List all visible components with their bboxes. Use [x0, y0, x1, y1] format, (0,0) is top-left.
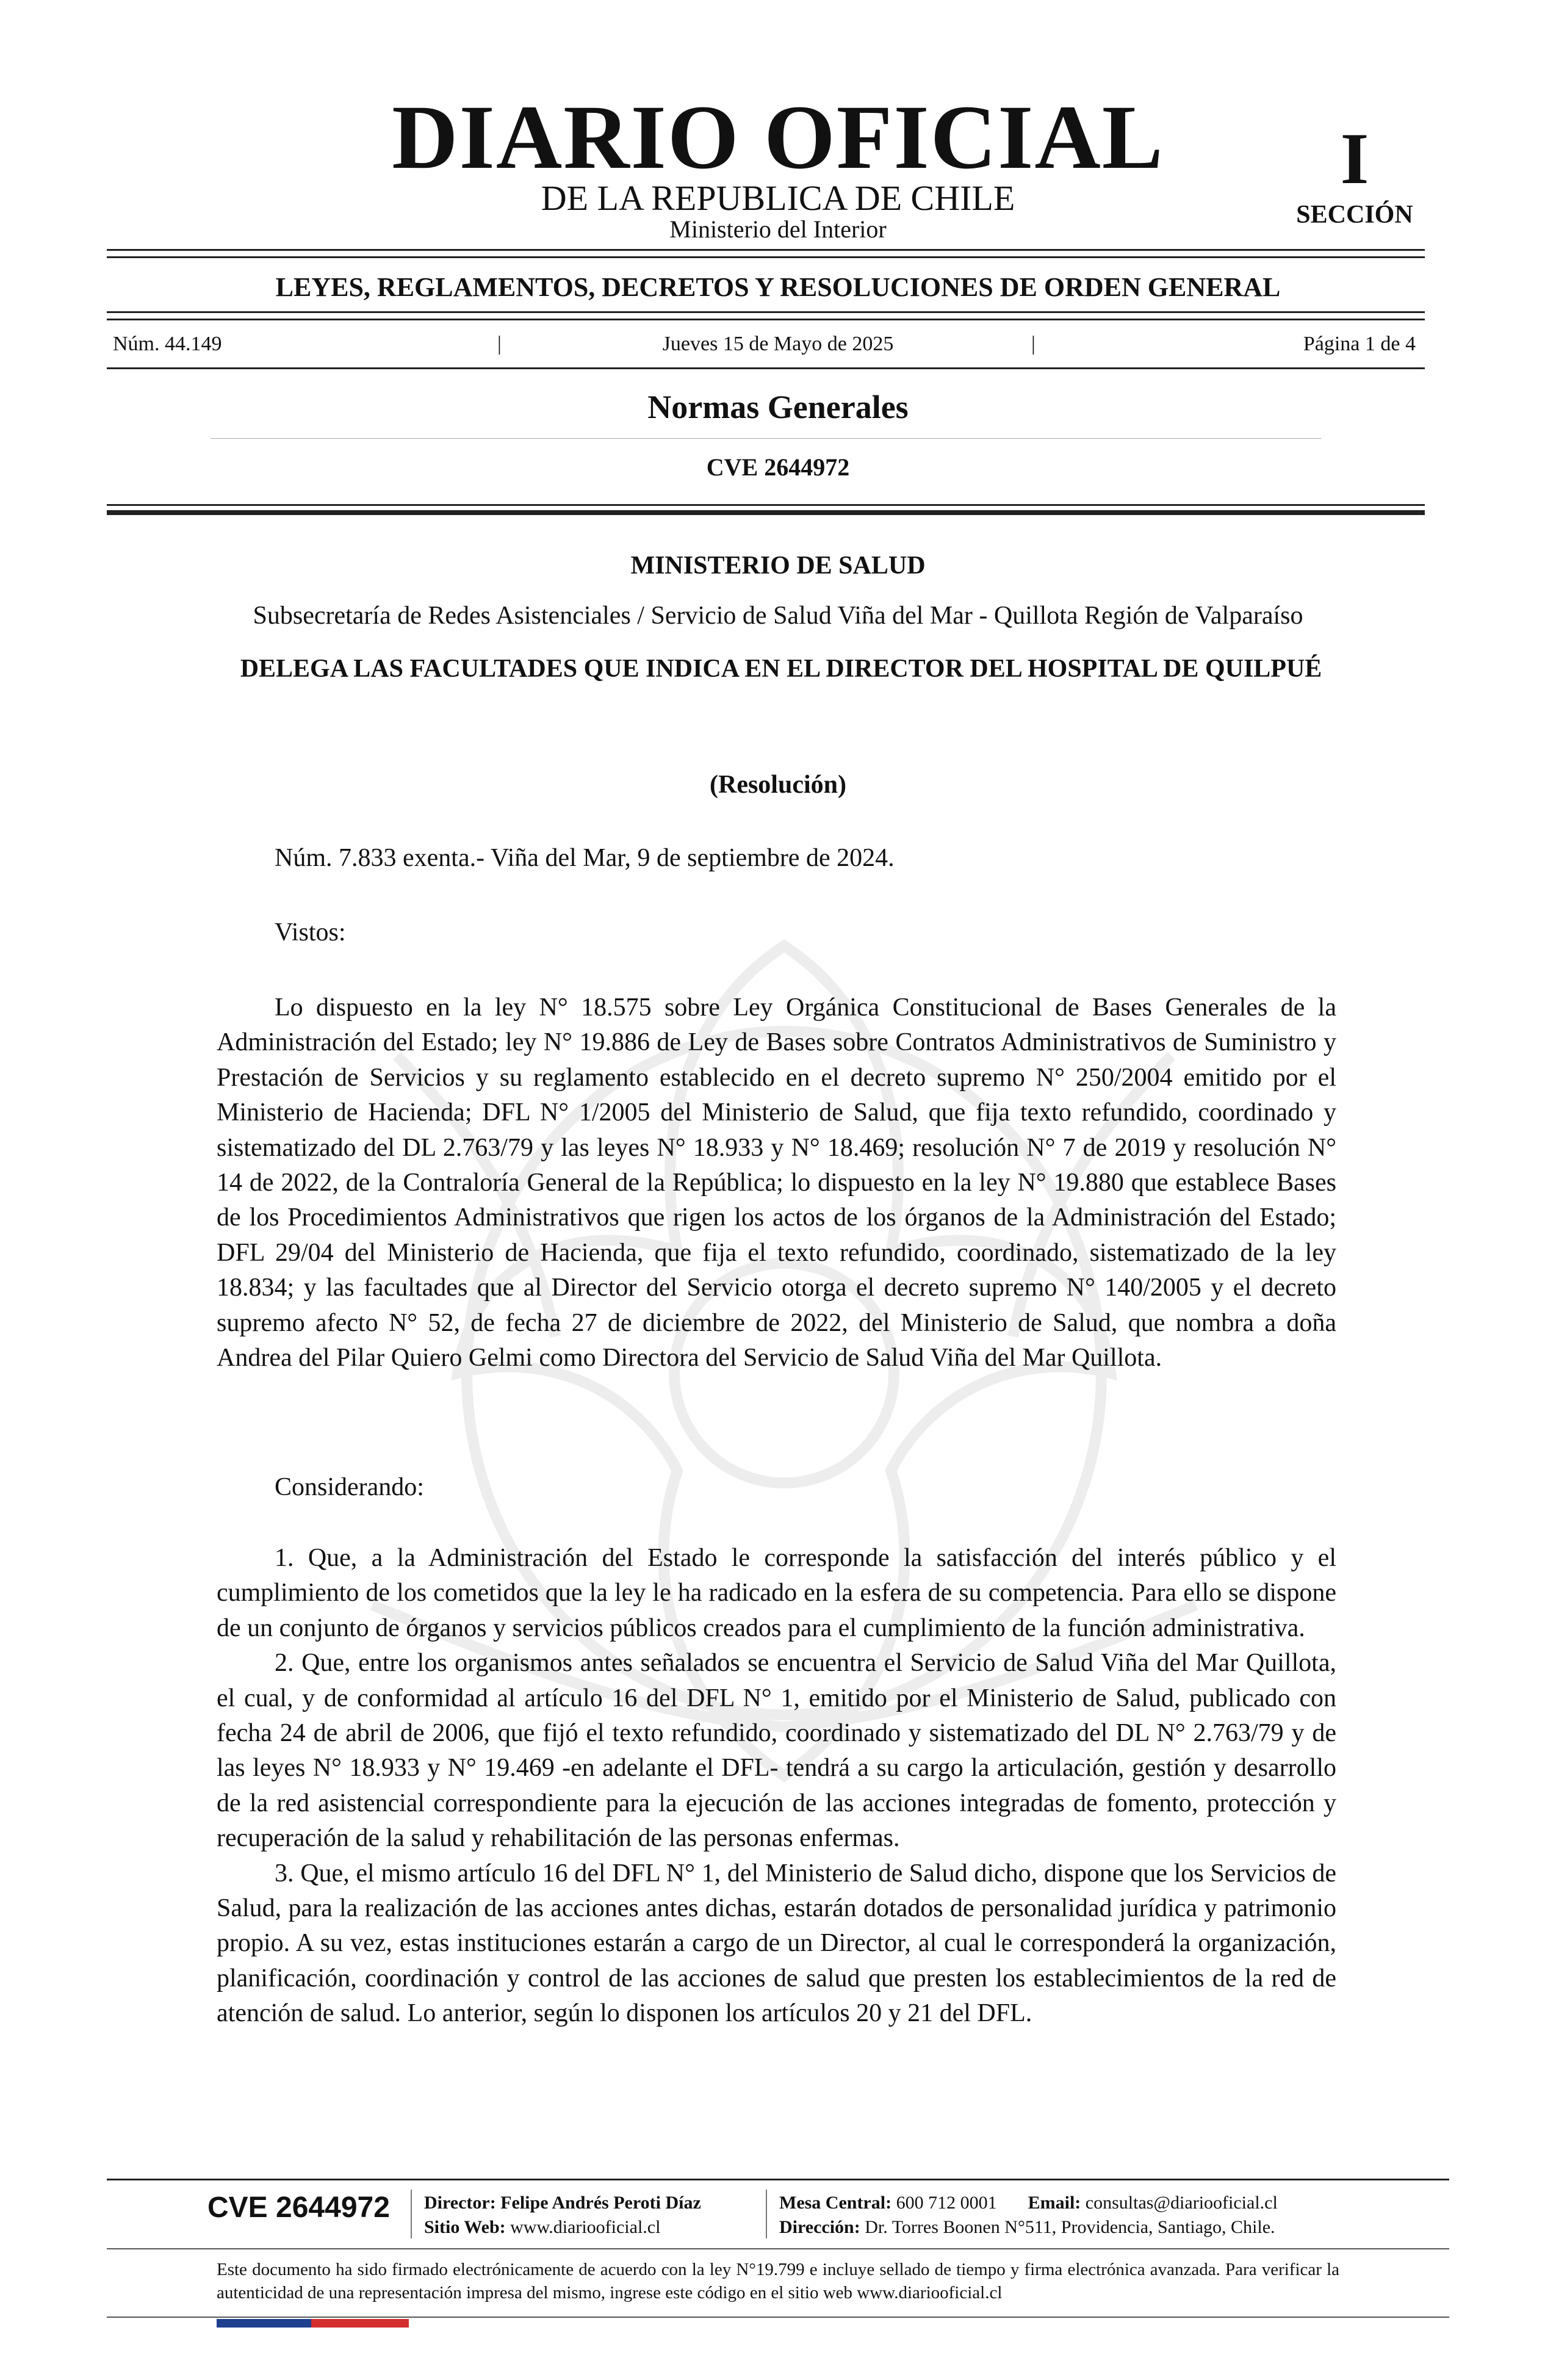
cve-rule-2 [107, 510, 1425, 515]
ministry-heading: MINISTERIO DE SALUD [630, 552, 926, 580]
footer-director-block [424, 2191, 701, 2240]
category-rule [211, 438, 1321, 439]
footer-address: Dr. Torres Boonen N°511, Providencia, Santiago, Chile. [865, 2217, 1275, 2237]
flag-bar-blue [217, 2319, 311, 2328]
footer-site-label: Sitio Web: [424, 2217, 506, 2237]
cve-code: CVE 2644972 [706, 453, 850, 481]
considerando-block [217, 1470, 1336, 1505]
section-label: SECCIÓN [1296, 201, 1413, 229]
footer-site-link[interactable]: www.diariooficial.cl [510, 2217, 661, 2237]
meta-separator-1: | [497, 333, 502, 355]
considerando-item: 3. Que, el mismo artículo 16 del DFL N° 1, del Ministerio de Salud dicho, dispone que los Servicios de Salud, para la realización de las acciones antes dichas, estarán dotados de personalidad jurídica y patrimonio propio. A su vez, estas instituciones estarán a cargo de un Director, al cual le corresponderá la organización, planificación, coordinación y control de las acciones de salud que presten los establecimientos de la red de atención de salud. Lo anterior, según lo disponen los artículos 20 y 21 del DFL. [217, 1859, 1336, 2028]
footer-email-label: Email: [1028, 2193, 1081, 2213]
publication-subtitle: LEYES, REGLAMENTOS, DECRETOS Y RESOLUCIONES DE ORDEN GENERAL [275, 272, 1281, 302]
footer-site-line [424, 2215, 701, 2240]
footer-contact-block [779, 2191, 1278, 2240]
footer-email-link[interactable]: consultas@diariooficial.cl [1085, 2193, 1278, 2213]
meta-separator-2: | [1031, 333, 1036, 355]
considerando-item: 1. Que, a la Administración del Estado le corresponde la satisfacción del interés público y el cumplimiento de los cometidos que la ley le ha radicado en la esfera de su competencia. Para ello se dispone de un conjunto de órganos y servicios públicos creados para el cumplimiento de la función administrativa. [217, 1544, 1336, 1642]
considerando-item: 2. Que, entre los organismos antes señalados se encuentra el Servicio de Salud Viña del Mar Quillota, el cual, y de conformidad al artículo 16 del DFL N° 1, emitido por el Ministerio de Salud, publicado con fecha 24 de abril de 2006, que fijó el texto refundido, coordinado y sistematizado del DL N° 2.763/79 y de las leyes N° 18.933 y N° 19.469 -en adelante el DFL- tendrá a su cargo la articulación, gestión y desarrollo de la red asistencial correspondiente para la ejecución de las acciones integradas de fomento, protección y recuperación de la salud y rehabilitación de las personas enfermas. [217, 1649, 1336, 1853]
vistos-block [217, 915, 1336, 950]
footer-director-line [424, 2191, 701, 2215]
footer-rule-mid [107, 2248, 1449, 2249]
cve-rule-1 [107, 504, 1425, 506]
vistos-paragraph-block [217, 990, 1336, 1376]
footer-disclaimer: Este documento ha sido firmado electrónicamente de acuerdo con la ley N°19.799 e incluye sellado de tiempo y firma electrónica avanzada. Para verificar la autenticidad de una representación impresa del mismo, ingrese este código en el sitio web www.diariooficial.cl [217, 2260, 1339, 2302]
considerandos-list [217, 1541, 1336, 2032]
flag-bar-red [311, 2319, 409, 2328]
vistos-heading: Vistos: [275, 918, 346, 947]
footer-cve-code: CVE 2644972 [207, 2191, 390, 2224]
issue-number: Núm. 44.149 [113, 333, 222, 355]
footer-address-line [779, 2215, 1278, 2240]
masthead-subtitle: DE LA REPUBLICA DE CHILE [541, 178, 1015, 218]
footer-divider-2 [766, 2190, 767, 2238]
considerando-heading: Considerando: [275, 1473, 424, 1501]
document-type: (Resolución) [710, 771, 846, 799]
footer-address-label: Dirección: [779, 2217, 860, 2237]
header-rule-mid-2 [107, 319, 1425, 320]
number-line [217, 841, 1336, 876]
footer-director-name: Felipe Andrés Peroti Díaz [500, 2193, 701, 2213]
header-rule-mid-1 [107, 311, 1425, 313]
footer-rule-top [107, 2179, 1449, 2180]
resolution-number: Núm. 7.833 exenta.- Viña del Mar, 9 de septiembre de 2024. [275, 844, 895, 872]
footer-mesa-phone: 600 712 0001 [896, 2193, 997, 2213]
section-numeral: I [1340, 118, 1369, 199]
footer-divider-1 [411, 2190, 412, 2238]
page-indicator: Página 1 de 4 [1303, 333, 1416, 355]
footer-mesa-label: Mesa Central: [779, 2193, 892, 2213]
footer-director-label: Director: [424, 2193, 496, 2213]
decree-title: DELEGA LAS FACULTADES QUE INDICA EN EL DIRECTOR DEL HOSPITAL DE QUILPUÉ [240, 655, 1322, 683]
header-rule-top-1 [107, 249, 1425, 251]
vistos-paragraph: Lo dispuesto en la ley N° 18.575 sobre Ley Orgánica Constitucional de Bases Generales de la Administración del Estado; ley N° 19.886 de Ley de Bases sobre Contratos Administrativos de Suministro y Prestación de Servicios y su reglamento establecido en el decreto supremo N° 250/2004 emitido por el Ministerio de Hacienda; DFL N° 1/2005 del Ministerio de Salud, que fija texto refundido, coordinado y sistematizado del DL 2.763/79 y las leyes N° 18.933 y N° 18.469; resolución N° 7 de 2019 y resolución N° 14 de 2022, de la Contraloría General de la República; lo dispuesto en la ley N° 19.880 que establece Bases de los Procedimientos Administrativos que rigen los actos de los órganos de la Administración del Estado; DFL 29/04 del Ministerio de Hacienda, que fija el texto refundido, coordinado, sistematizado de la ley 18.834; y las facultades que al Director del Servicio otorga el decreto supremo N° 140/2005 y el decreto supremo afecto N° 52, de fecha 27 de diciembre de 2022, del Ministerio de Salud, que nombra a doña Andrea del Pilar Quiero Gelmi como Directora del Servicio de Salud Viña del Mar Quillota. [217, 993, 1336, 1372]
footer-contact-line [779, 2191, 1278, 2215]
meta-rule [107, 367, 1425, 369]
masthead-ministry: Ministerio del Interior [669, 215, 887, 243]
footer-rule-bottom [107, 2317, 1449, 2318]
subsecretaria-line: Subsecretaría de Redes Asistenciales / Servicio de Salud Viña del Mar - Quillota Región de Valparaíso [253, 602, 1303, 630]
header-rule-top-2 [107, 256, 1425, 258]
category-title: Normas Generales [647, 389, 909, 425]
issue-date: Jueves 15 de Mayo de 2025 [662, 333, 894, 355]
masthead-title: DIARIO OFICIAL [392, 87, 1164, 188]
